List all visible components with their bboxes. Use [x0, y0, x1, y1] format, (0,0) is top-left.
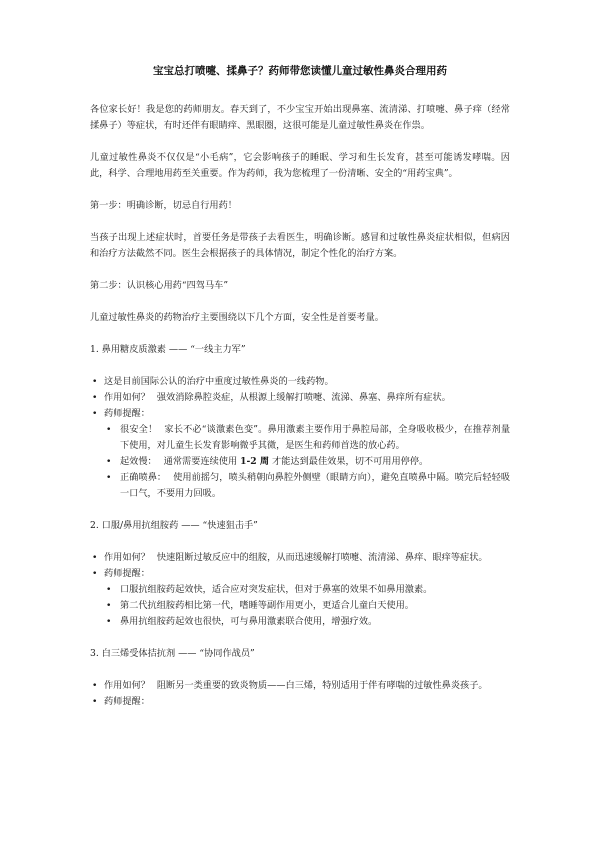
bullet-lead: 作用如何？ [104, 392, 150, 403]
bullet-text: 这是目前国际公认的治疗中重度过敏性鼻炎的一线药物。 [104, 376, 334, 387]
list-item [90, 406, 510, 422]
bullet-lead: 起效慢： [120, 456, 157, 467]
bullet-icon: • [92, 568, 98, 579]
bullet-lead: 很安全！ [120, 424, 158, 435]
bullet-icon: • [92, 696, 98, 707]
bullet-icon: • [92, 376, 98, 387]
sub-list-item [90, 582, 510, 598]
duration-value: 1-2 周 [240, 456, 270, 467]
list-item [90, 694, 510, 710]
bullet-icon: • [106, 424, 112, 435]
drug2-heading: 2. 口服/鼻用抗组胺药 —— “快速狙击手” [90, 520, 258, 531]
sub-list-item [90, 422, 510, 454]
step1-heading: 第一步：明确诊断，切忌自行用药！ [90, 200, 237, 211]
bullet-text: 第二代抗组胺药相比第一代，嗜睡等副作用更小，更适合儿童白天使用。 [120, 600, 414, 611]
bullet-icon: • [92, 552, 98, 563]
bullet-text: 阻断另一类重要的致炎物质——白三烯，特别适用于伴有哮喘的过敏性鼻炎孩子。 [156, 680, 488, 691]
list-item [90, 374, 510, 390]
bullet-lead: 作用如何？ [104, 680, 150, 691]
step2-body: 儿童过敏性鼻炎的药物治疗主要围绕以下几个方面，安全性是首要考量。 [90, 312, 384, 323]
drug3-heading: 3. 白三烯受体拮抗剂 —— “协同作战员” [90, 648, 255, 659]
bullet-text: 才能达到最佳效果，切不可用用停停。 [272, 456, 429, 467]
bullet-icon: • [106, 600, 112, 611]
bullet-icon: • [106, 456, 112, 467]
list-item [90, 390, 510, 406]
bullet-icon: • [92, 392, 98, 403]
bullet-icon: • [106, 472, 112, 483]
bullet-text: 家长不必“谈激素色变”。鼻用激素主要作用于鼻腔局部，全身吸收极少，在推荐剂量下使用，对儿童生长发育影响微乎其微，是医生和药师首选的放心药。 [120, 424, 511, 451]
step2-heading: 第二步：认识核心用药“四驾马车” [90, 280, 229, 291]
bullet-icon: • [92, 408, 98, 419]
bullet-text: 药师提醒： [104, 408, 150, 419]
bullet-lead: 正确喷鼻： [120, 472, 167, 483]
bullet-text: 药师提醒： [104, 696, 150, 707]
list-item [90, 550, 510, 566]
document-page [90, 62, 510, 710]
drug1-heading: 1. 鼻用糖皮质激素 —— “一线主力军” [90, 344, 246, 355]
intro-paragraph-1: 各位家长好！我是您的药师朋友。春天到了，不少宝宝开始出现鼻塞、流清涕、打喷嚏、鼻子痒（经常揉鼻子）等症状，有时还伴有眼睛痒、黑眼圈，这很可能是儿童过敏性鼻炎在作祟。 [90, 104, 510, 131]
sub-list-item [90, 470, 510, 502]
bullet-icon: • [106, 616, 112, 627]
list-item [90, 566, 510, 582]
step1-body: 当孩子出现上述症状时，首要任务是带孩子去看医生，明确诊断。感冒和过敏性鼻炎症状相似，但病因和治疗方法截然不同。医生会根据孩子的具体情况，制定个性化的治疗方案。 [90, 232, 510, 259]
bullet-text: 使用前摇匀，喷头稍朝向鼻腔外侧壁（眼睛方向），避免直喷鼻中隔。喷完后轻轻吸一口气，不要用力回吸。 [120, 472, 511, 499]
sub-list-item [90, 454, 510, 470]
bullet-icon: • [106, 584, 112, 595]
page-title: 宝宝总打喷嚏、揉鼻子？药师带您读懂儿童过敏性鼻炎合理用药 [153, 65, 447, 77]
bullet-text: 快速阻断过敏反应中的组胺，从而迅速缓解打喷嚏、流清涕、鼻痒、眼痒等症状。 [156, 552, 488, 563]
bullet-lead: 作用如何？ [104, 552, 150, 563]
sub-list-item [90, 614, 510, 630]
bullet-text: 通常需要连续使用 [163, 456, 238, 467]
bullet-icon: • [92, 680, 98, 691]
bullet-text: 口服抗组胺药起效快，适合应对突发症状，但对于鼻塞的效果不如鼻用激素。 [120, 584, 433, 595]
list-item [90, 678, 510, 694]
bullet-text: 鼻用抗组胺药起效也很快，可与鼻用激素联合使用，增强疗效。 [120, 616, 378, 627]
intro-paragraph-2: 儿童过敏性鼻炎不仅仅是“小毛病”，它会影响孩子的睡眠、学习和生长发育，甚至可能诱发哮喘。因此，科学、合理地用药至关重要。作为药师，我为您梳理了一份清晰、安全的“用药宝典”。 [90, 152, 510, 179]
sub-list-item [90, 598, 510, 614]
bullet-text: 强效消除鼻腔炎症，从根源上缓解打喷嚏、流涕、鼻塞、鼻痒所有症状。 [156, 392, 451, 403]
bullet-text: 药师提醒： [104, 568, 150, 579]
